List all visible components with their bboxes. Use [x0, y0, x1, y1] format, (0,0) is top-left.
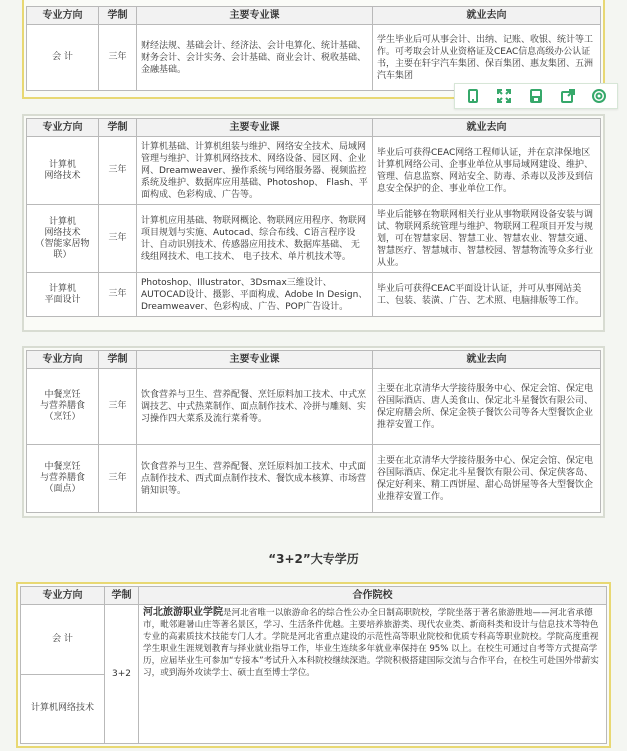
table2	[26, 118, 601, 317]
save-icon[interactable]	[526, 86, 546, 106]
table-cell-major: 会 计	[27, 25, 99, 91]
table-cell-years: 三年	[99, 445, 137, 513]
table-cell-courses: 饮食营养与卫生、营养配餐、烹饪原料加工技术、中式面点制作技术、西式面点制作技术、餐饮成本核算、市场营销知识等。	[137, 445, 373, 513]
header-major: 专业方向	[21, 587, 105, 605]
table-cell-major: 计算机 平面设计	[27, 273, 99, 317]
table-cell-courses: Photoshop、Illustrator、3Dsmax三维设计、AUTOCAD设计、摄影、平面构成、Adobe In Design、Dreamweaver、色彩构成、广告、POP广告设计。	[137, 273, 373, 317]
settings-icon[interactable]	[589, 86, 609, 106]
table-cell-jobs: 学生毕业后可从事会计、出纳、记账、收银、统计等工作。可考取会计从业资格证及CEAC信息高级办公认证书，主要在轩宇汽车集团、保百集团、惠友集团、五洲汽车集团	[373, 25, 601, 91]
table-cell-courses: 财经法规、基础会计、经济法、会计电算化、统计基础、财务会计、会计实务、会计基础、商业会计、税收基础、金融基础。	[137, 25, 373, 91]
table-cell-years: 三年	[99, 25, 137, 91]
table-cell-years: 三年	[99, 205, 137, 273]
share-icon[interactable]	[558, 86, 578, 106]
table-cell-major: 中餐烹饪 与营养膳食 （面点）	[27, 445, 99, 513]
header-jobs: 就业去向	[373, 7, 601, 25]
table3	[26, 350, 601, 513]
header-courses: 主要专业课	[137, 7, 373, 25]
table-cell-years: 3+2	[105, 605, 139, 744]
table-cell-major: 会 计	[21, 605, 105, 675]
table4-frame	[16, 582, 611, 748]
table2-frame	[22, 114, 605, 332]
header-major: 专业方向	[27, 119, 99, 137]
header-years: 学制	[99, 119, 137, 137]
table-cell-major: 计算机网络技术	[21, 674, 105, 744]
partner-school-name: 河北旅游职业学院	[143, 607, 223, 618]
partner-description: 是河北省唯一以旅游命名的综合性公办全日制高职院校，学院坐落于著名旅游胜地——河北省承德市，毗邻避暑山庄等著名景区，学习、生活条件优越。主要培养旅游类、现代农业类、新商科类和设计与信息技术等特色专业的高素质技术技能专门人才。学院是河北省重点建设的示范性高等职业院校和优质专科高等职业院校。学院高度重视学生职业生涯规划教育与择业就业指导工作，毕业生连续多年就业率保持在 95% 以上。在校生可通过自考等方式提高学历，应届毕业生可参加“专接本”考试升入本科院校继续深造。学院积极搭建国际交流与合作平台，在校生可赴国外带薪实习，或到海外攻读学士、硕士直至博士学位。	[143, 608, 599, 678]
table-cell-years: 三年	[99, 137, 137, 205]
table-cell-courses: 饮食营养与卫生、营养配餐、烹饪原料加工技术、中式烹调技艺、中式热菜制作、面点制作技术、冷拼与雕刻、实习操作四大菜系及流行菜肴等。	[137, 369, 373, 445]
header-jobs: 就业去向	[373, 351, 601, 369]
table-cell-partner	[139, 605, 607, 744]
table-cell-jobs: 主要在北京清华大学接待服务中心、保定会馆、保定电谷国际酒店、保定北斗星餐饮有限公司、保定侠客岛、保定好利来、精工西饼屋、甜心岛饼屋等各大型餐饮企业推荐安置工作。	[373, 445, 601, 513]
table-cell-major: 中餐烹饪 与营养膳食 （烹饪）	[27, 369, 99, 445]
section-title: “3+2”大专学历	[268, 552, 359, 566]
expand-icon[interactable]	[494, 86, 514, 106]
table-cell-jobs: 毕业后可获得CEAC网络工程师认证，并在京津保地区计算机网络公司、企事业单位从事局域网建设、维护、管理、信息监察、网站安全、防毒、杀毒以及涉及到信息安全保护的企、事业单位工作。	[373, 137, 601, 205]
table-cell-jobs: 毕业后能够在物联网相关行业从事物联网设备安装与调试、物联网系统管理与维护、物联网工程项目开发与规划，可在智慧家居、智慧工业、智慧农业、智慧交通、智慧医疗、智慧城市、智慧校园、智慧物流等众多行业从业。	[373, 205, 601, 273]
header-years: 学制	[99, 351, 137, 369]
table1	[26, 6, 601, 91]
table-cell-jobs: 主要在北京清华大学接待服务中心、保定会馆、保定电谷国际酒店、唐人美食山、保定北斗星餐饮有限公司、保定府膳会所、保定金筷子餐饮公司等各大型餐饮企业推荐安置工作。	[373, 369, 601, 445]
header-jobs: 就业去向	[373, 119, 601, 137]
floating-toolbar	[454, 83, 618, 109]
header-courses: 主要专业课	[137, 351, 373, 369]
table-cell-major: 计算机 网络技术	[27, 137, 99, 205]
table3-frame	[22, 346, 605, 518]
header-years: 学制	[105, 587, 139, 605]
table-cell-years: 三年	[99, 273, 137, 317]
table-cell-courses: 计算机基础、计算机组装与维护、网络安全技术、局域网管理与维护、计算机网络技术、网络设备、园区网、企业网、Dreamweaver、操作系统与网络服务器、视频监控系统及维护、数据库应用基础、Photoshop、 Flash、平面构成、色彩构成、广告等。	[137, 137, 373, 205]
header-major: 专业方向	[27, 7, 99, 25]
header-partner: 合作院校	[139, 587, 607, 605]
tablet-icon[interactable]	[463, 86, 483, 106]
table-cell-courses: 计算机应用基础、物联网概论、物联网应用程序、物联网项目规划与实施、Autocad、综合布线、C语言程序设计、自动识别技术、传感器应用技术、数据库基础、 无线组网技术、电工技术、 电子技术、单片机技术等。	[137, 205, 373, 273]
table4	[20, 586, 607, 744]
table-cell-major: 计算机 网络技术 （智能家居物联）	[27, 205, 99, 273]
header-years: 学制	[99, 7, 137, 25]
table-cell-years: 三年	[99, 369, 137, 445]
header-courses: 主要专业课	[137, 119, 373, 137]
header-major: 专业方向	[27, 351, 99, 369]
table-cell-jobs: 毕业后可获得CEAC平面设计认证，并可从事网站美工、包装、装潢、广告、艺术照、电脑排版等工作。	[373, 273, 601, 317]
